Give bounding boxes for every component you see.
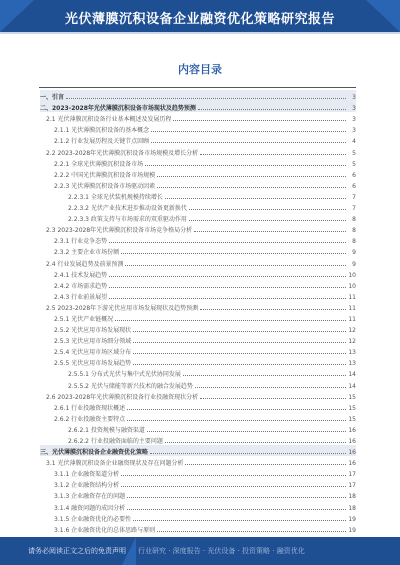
toc-leader-dots <box>133 353 346 354</box>
toc-leader-dots <box>183 375 346 376</box>
toc-entry[interactable] <box>40 523 356 534</box>
toc-entry-label: 3.1 光伏薄膜沉积设备企业融资现状及存在问题分析 <box>46 460 184 468</box>
toc-entry-page: 6 <box>352 171 356 179</box>
toc-entry[interactable] <box>40 512 356 523</box>
toc-entry-label: 2.4.2 市场需求趋势 <box>54 282 108 290</box>
toc-entry-page: 16 <box>348 460 356 468</box>
toc-entry[interactable] <box>40 390 356 401</box>
toc-leader-dots <box>109 298 346 299</box>
toc-entry[interactable] <box>40 412 356 423</box>
toc-entry[interactable] <box>40 201 356 212</box>
toc-entry-label: 2.2.1 全球光伏薄膜沉积设备市场 <box>54 160 144 168</box>
toc-entry-label: 2.4.1 技术发展趋势 <box>54 271 108 279</box>
toc-entry[interactable] <box>40 145 356 156</box>
toc-entry-label: 3.1.1 企业融资渠道分析 <box>54 471 120 479</box>
toc-leader-dots <box>173 120 346 121</box>
toc-entry[interactable] <box>40 345 356 356</box>
toc-entry-label: 一、引言 <box>40 94 65 102</box>
toc-entry-page: 5 <box>352 160 356 168</box>
toc-entry[interactable] <box>40 179 356 190</box>
toc-entry-page: 3 <box>352 127 356 135</box>
toc-entry[interactable] <box>40 445 356 456</box>
toc-entry-page: 14 <box>348 382 356 390</box>
toc-entry-label: 2.5.5 光伏应用市场发展趋势 <box>54 360 132 368</box>
toc-entry[interactable] <box>40 301 356 312</box>
toc-entry[interactable] <box>40 334 356 345</box>
toc-entry[interactable] <box>40 90 356 101</box>
toc-entry-label: 2.1.1 光伏薄膜沉积设备的基本概念 <box>54 127 150 135</box>
toc-leader-dots <box>133 364 346 365</box>
toc-leader-dots <box>127 509 346 510</box>
toc-leader-dots <box>189 220 346 221</box>
toc-entry-page: 14 <box>348 371 356 379</box>
toc-entry-page: 8 <box>352 216 356 224</box>
toc-entry-label: 2.2.3.1 全球光伏装机规模持续增长 <box>68 193 163 201</box>
toc-leader-dots <box>109 242 346 243</box>
toc-entry-label: 2.6.2.2 行业投融资面临的主要问题 <box>68 438 163 445</box>
toc-entry-label: 2.4.3 行业前景展望 <box>54 293 108 301</box>
toc-entry-label: 3.1.2 企业融资结构分析 <box>54 482 120 490</box>
toc-leader-dots <box>66 98 346 99</box>
toc-entry[interactable] <box>40 212 356 223</box>
toc-entry-page: 16 <box>348 426 356 434</box>
toc-leader-dots <box>185 464 346 465</box>
toc-entry[interactable] <box>40 245 356 256</box>
toc-leader-dots <box>200 309 346 310</box>
toc-entry-page: 9 <box>352 249 356 257</box>
toc-entry-page: 11 <box>348 293 356 301</box>
toc-entry-label: 2.5.1 光伏产业链概况 <box>54 315 114 323</box>
toc-entry[interactable] <box>40 123 356 134</box>
toc-entry[interactable] <box>40 467 356 478</box>
toc-entry-page: 6 <box>352 182 356 190</box>
toc-entry-page: 18 <box>348 493 356 501</box>
toc-leader-dots <box>121 486 346 487</box>
toc-entry[interactable] <box>40 323 356 334</box>
toc-entry[interactable] <box>40 290 356 301</box>
toc-entry-label: 2.5.5.2 光伏与储能等新兴技术的融合发展趋势 <box>68 382 193 390</box>
toc-leader-dots <box>157 176 346 177</box>
toc-leader-dots <box>133 342 346 343</box>
toc-entry-page: 10 <box>348 271 356 279</box>
toc-leader-dots <box>165 198 346 199</box>
toc-entry[interactable] <box>40 157 356 168</box>
toc-entry-label: 2.5.4 光伏应用市场区域分布 <box>54 349 132 357</box>
toc-entry-label: 2.5.3 光伏应用市场细分领域 <box>54 338 132 346</box>
toc-entry-label: 2.3 2023-2028年光伏薄膜沉积设备市场竞争格局分析 <box>46 227 193 235</box>
toc-entry-label: 2.1 光伏薄膜沉积设备行业基本概述及发展历程 <box>46 116 172 124</box>
toc-leader-dots <box>115 320 346 321</box>
toc-entry-page: 19 <box>348 515 356 523</box>
toc-entry-page: 8 <box>352 238 356 246</box>
toc-entry-label: 3.1.3 企业融资存在的问题 <box>54 493 126 501</box>
toc-entry-page: 18 <box>348 504 356 512</box>
toc-entry-label: 2.2 2023-2028年光伏薄膜沉积设备市场规模及增长分析 <box>46 149 199 157</box>
toc-entry[interactable] <box>40 279 356 290</box>
toc-leader-dots <box>200 154 346 155</box>
toc-entry-page: 3 <box>352 94 356 102</box>
toc-entry-label: 2.2.3.2 光伏产业技术进步推动设备更新换代 <box>68 205 187 213</box>
toc-leader-dots <box>133 520 346 521</box>
report-footer <box>0 537 400 565</box>
toc-entry-label: 2.6.2 行业投融资主要特点 <box>54 415 126 423</box>
toc-entry-label: 2.3.1 行业竞争态势 <box>54 238 108 246</box>
toc-entry[interactable] <box>40 234 356 245</box>
toc-entry-page: 17 <box>348 482 356 490</box>
toc-leader-dots <box>151 131 346 132</box>
toc-leader-dots <box>121 253 346 254</box>
toc-leader-dots <box>125 265 346 266</box>
toc-entry-page: 15 <box>348 404 356 412</box>
toc-entry-label: 2.4 行业发展趋势及前景预测 <box>46 260 124 268</box>
toc-entry-label: 二、2023-2028年光伏薄膜沉积设备市场现状及趋势预测 <box>40 105 196 113</box>
toc-entry-label: 2.2.2 中国光伏薄膜沉积设备市场规模 <box>54 171 156 179</box>
toc-entry[interactable] <box>40 312 356 323</box>
toc-entry[interactable] <box>40 256 356 267</box>
toc-entry-label: 3.1.6 企业融资优化的总体思路与原则 <box>54 526 156 534</box>
toc-entry-page: 15 <box>348 415 356 423</box>
toc-entry[interactable] <box>40 378 356 389</box>
toc-leader-dots <box>189 209 346 210</box>
toc-entry[interactable] <box>40 456 356 467</box>
toc-entry-page: 9 <box>352 260 356 268</box>
toc-entry-page: 12 <box>348 327 356 335</box>
toc-entry-page: 7 <box>352 205 356 213</box>
toc-top-rule <box>39 87 356 88</box>
toc-leader-dots <box>194 231 346 232</box>
toc-entry-label: 2.2.3.3 政策支持与市场需求的双重驱动作用 <box>68 216 187 224</box>
toc-entry[interactable] <box>40 367 356 378</box>
toc-entry-page: 11 <box>348 304 356 312</box>
toc-entry[interactable] <box>40 190 356 201</box>
toc-leader-dots <box>157 187 346 188</box>
toc-entry-page: 19 <box>348 526 356 534</box>
footer-tags: 行业研究 · 深度报告 · 光伏设备 · 投资策略 · 融资优化 <box>138 547 305 555</box>
toc-entry[interactable] <box>40 223 356 234</box>
toc-leader-dots <box>127 497 346 498</box>
toc-entry-page: 13 <box>348 349 356 357</box>
toc-leader-dots <box>165 442 346 443</box>
toc-entry-page: 4 <box>352 138 356 146</box>
toc-entry[interactable] <box>40 423 356 434</box>
toc-leader-dots <box>133 331 346 332</box>
toc-entry[interactable] <box>40 101 356 112</box>
toc-entry[interactable] <box>40 489 356 500</box>
toc-leader-dots <box>109 287 346 288</box>
toc-entry[interactable] <box>40 112 356 123</box>
toc-leader-dots <box>147 431 346 432</box>
toc-entry-page: 15 <box>348 393 356 401</box>
toc-leader-dots <box>151 142 346 143</box>
toc-entry-label: 2.6.1 行业投融资现状概述 <box>54 404 126 412</box>
toc-entry-label: 2.3.2 主要企业市场份额 <box>54 249 120 257</box>
footer-separator <box>122 537 136 565</box>
toc-entry-label: 2.5 2023-2028年下游光伏应用市场发展现状及趋势预测 <box>46 304 199 312</box>
toc-entry-label: 2.5.5.1 分布式光伏与集中式光伏协同发展 <box>68 371 181 379</box>
toc-entry[interactable] <box>40 500 356 511</box>
toc-entry-page: 3 <box>352 116 356 124</box>
toc-entry-label: 三、光伏薄膜沉积设备企业融资优化策略 <box>40 449 149 457</box>
toc-entry-label: 2.6.2.1 投资规模与融资渠道 <box>68 426 145 434</box>
toc-entry-page: 16 <box>348 438 356 445</box>
report-header <box>0 0 400 34</box>
toc-entry-label: 2.5.2 光伏应用市场发展现状 <box>54 327 132 335</box>
toc-entry-page: 13 <box>348 360 356 368</box>
toc-leader-dots <box>145 165 346 166</box>
toc-leader-dots <box>127 409 346 410</box>
toc-leader-dots <box>198 109 346 110</box>
toc-entry-page: 12 <box>348 338 356 346</box>
toc-leader-dots <box>121 475 346 476</box>
toc-leader-dots <box>109 276 346 277</box>
toc-entry[interactable] <box>40 134 356 145</box>
toc-entry-label: 2.2.3 光伏薄膜沉积设备市场驱动因素 <box>54 182 156 190</box>
toc-heading: 内容目录 <box>178 63 222 76</box>
toc-entry-label: 3.1.4 融资问题的成因分析 <box>54 504 126 512</box>
toc-leader-dots <box>200 398 346 399</box>
toc-entry-page: 10 <box>348 282 356 290</box>
toc-entry-label: 2.1.2 行业发展历程及关键节点回顾 <box>54 138 150 146</box>
toc-entry-page: 11 <box>348 315 356 323</box>
toc-leader-dots <box>127 420 346 421</box>
toc-entry[interactable] <box>40 434 356 445</box>
toc-entry-page: 8 <box>352 227 356 235</box>
toc-entry[interactable] <box>40 168 356 179</box>
toc-entry-page: 16 <box>348 449 356 457</box>
toc-leader-dots <box>157 531 346 532</box>
toc-entry-page: 3 <box>352 105 356 113</box>
toc-entry-page: 7 <box>352 193 356 201</box>
toc-leader-dots <box>150 453 346 454</box>
table-of-contents <box>40 90 356 545</box>
footer-disclaimer: 请务必阅读正文之后的免责声明 <box>28 547 126 555</box>
toc-entry[interactable] <box>40 268 356 279</box>
toc-leader-dots <box>195 387 346 388</box>
toc-entry[interactable] <box>40 401 356 412</box>
toc-entry-label: 2.6 2023-2028年光伏薄膜沉积设备行业投融资现状分析 <box>46 393 199 401</box>
toc-entry-page: 5 <box>352 149 356 157</box>
toc-entry[interactable] <box>40 478 356 489</box>
toc-entry-page: 17 <box>348 471 356 479</box>
toc-entry-label: 3.1.5 企业融资优化的必要性 <box>54 515 132 523</box>
report-title: 光伏薄膜沉积设备企业融资优化策略研究报告 <box>64 12 335 27</box>
toc-entry[interactable] <box>40 356 356 367</box>
